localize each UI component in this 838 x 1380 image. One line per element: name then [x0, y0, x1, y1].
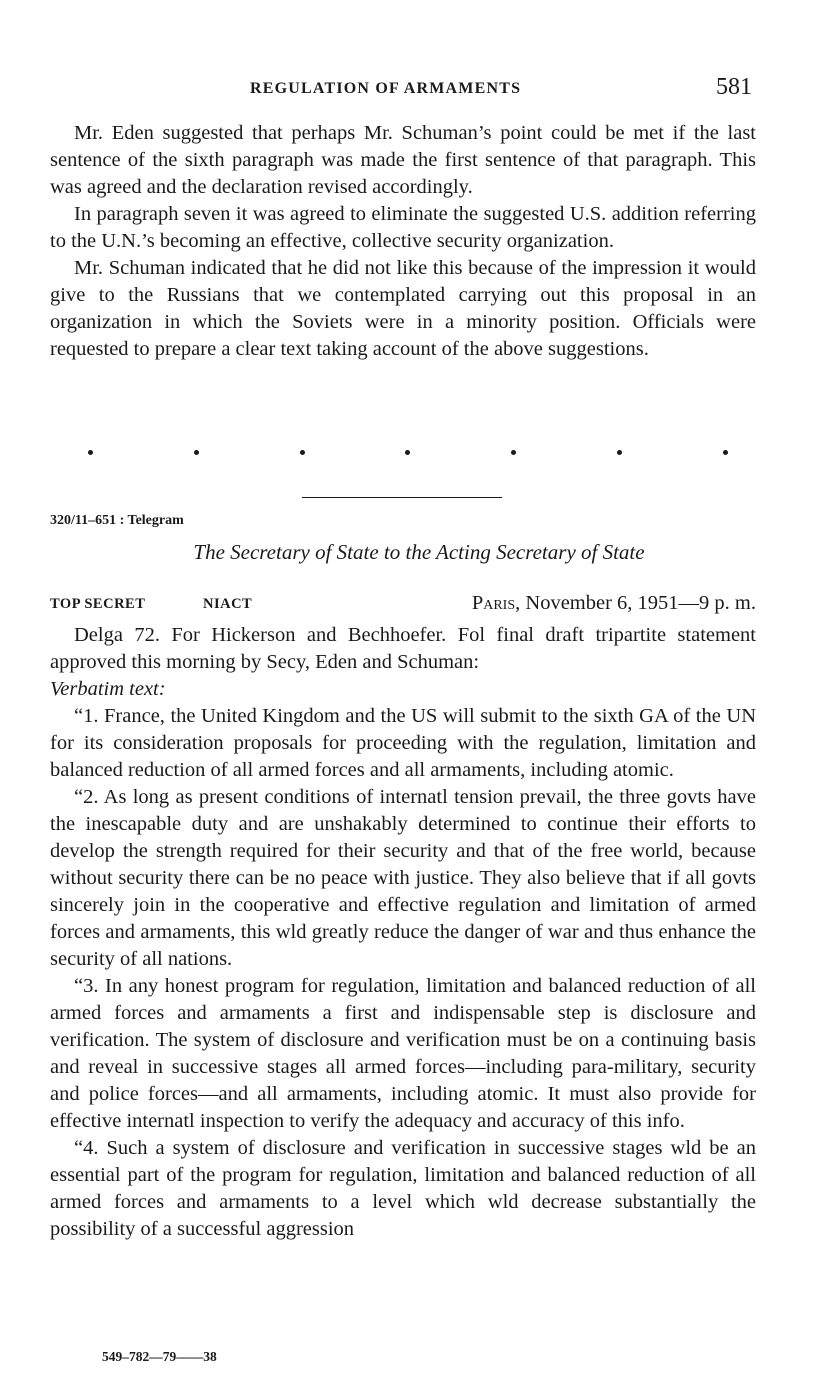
priority-marking: NIACT — [203, 596, 253, 612]
paragraph-seven-revision: In paragraph seven it was agreed to eliminate the suggested U.S. addition referring to the U.N.’s becoming an effective, collective security organization. — [50, 203, 756, 252]
ellipsis-dot — [88, 450, 93, 455]
ellipsis-dot — [723, 450, 728, 455]
classification-line — [50, 592, 756, 620]
statement-point-1: “1. France, the United Kingdom and the US will submit to the sixth GA of the UN for its consideration proposals for proceeding with the regulation, limitation and balanced reduction of all armed forces and all armaments, including atomic. — [50, 705, 756, 781]
running-title: REGULATION OF ARMAMENTS — [250, 80, 522, 97]
statement-point-2: “2. As long as present conditions of internatl tension prevail, the three govts have the inescapable duty and are unshakably determined to continue their efforts to develop the strength required for their security and that of the free world, because without security there can be no peace with justice. They also believe that if all govts sincerely join in the cooperative and effective regulation and limitation of armed forces and armaments, this wld greatly reduce the danger of war and thus enhance the security of all nations. — [50, 786, 756, 970]
document-title: The Secretary of State to the Acting Secretary of State — [193, 540, 645, 564]
ellipsis-dot — [511, 450, 516, 455]
dateline — [472, 592, 756, 615]
omission-ellipsis — [88, 450, 728, 470]
running-head — [0, 76, 838, 106]
paragraph-eden-suggestion: Mr. Eden suggested that perhaps Mr. Schuman’s point could be met if the last sentence of the sixth paragraph was made the first sentence of that paragraph. This was agreed and the declaration revised accordingly. — [50, 122, 756, 198]
statement-point-4: “4. Such a system of disclosure and verification in successive stages wld be an essential part of the program for regulation, limitation and balanced reduction of all armed forces and armaments to a level which wld decrease substantially the possibility of a successful aggression — [50, 1137, 756, 1240]
dateline-place: Paris — [471, 592, 516, 614]
statement-point-3: “3. In any honest program for regulation, limitation and balanced reduction of all armed forces and armaments a first and indispensable step is disclosure and verification. The system of disclosure and verification must be on a continuing basis and reveal in successive stages all armed forces—including para-military, security and police forces—and all armaments, including atomic. It must also provide for effective internatl inspection to verify the adequacy and accuracy of this info. — [50, 975, 756, 1132]
ellipsis-dot — [300, 450, 305, 455]
classification-marking: TOP SECRET — [50, 596, 146, 612]
page-number: 581 — [716, 74, 752, 100]
dateline-date: , November 6, 1951—9 p. m. — [515, 592, 756, 614]
telegram-opening: Delga 72. For Hickerson and Bechhoefer. Fol final draft tripartite statement approved this morning by Secy, Eden and Schuman: — [50, 624, 756, 673]
ellipsis-dot — [617, 450, 622, 455]
paragraph-schuman-objection: Mr. Schuman indicated that he did not like this because of the impression it would give to the Russians that we contemplated carrying out this proposal in an organization in which the Soviets were in a minority position. Officials were requested to prepare a clear text taking account of the above suggestions. — [50, 257, 756, 360]
ellipsis-dot — [405, 450, 410, 455]
print-code: 549–782—79——38 — [102, 1349, 217, 1364]
file-reference: 320/11–651 : Telegram — [50, 513, 184, 528]
meeting-minutes-excerpt — [50, 120, 756, 363]
telegram-body — [50, 622, 756, 1243]
verbatim-label: Verbatim text: — [50, 678, 166, 700]
section-divider — [302, 497, 502, 498]
ellipsis-dot — [194, 450, 199, 455]
